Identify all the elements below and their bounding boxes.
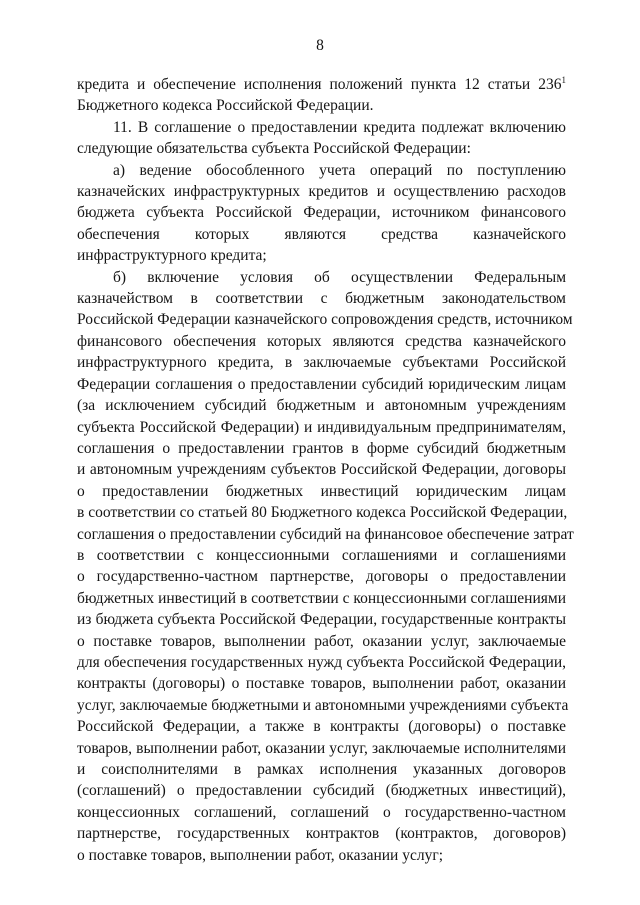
text-line: 11. В соглашение о предоставлении кредита подлежат включению	[113, 118, 566, 136]
text-line: инфраструктурного кредита, в заключаемые субъектами Российской	[77, 354, 566, 372]
text-line: о предоставлении бюджетных инвестиций юридическим лицам	[77, 482, 566, 500]
text-line: финансового обеспечения которых являются средства казначейского	[77, 332, 566, 350]
text-line: соглашения о предоставлении субсидий на финансовое обеспечение затрат	[77, 525, 574, 543]
text-line: в соответствии со статьей 80 Бюджетного кодекса Российской Федерации,	[77, 504, 568, 522]
text-line: следующие обязательства субъекта Российской Федерации:	[77, 140, 471, 158]
text-line: партнерстве, государственных контрактов (контрактов, договоров)	[77, 825, 566, 843]
text-line: субъекта Российской Федерации) и индивидуальным предпринимателям,	[77, 418, 566, 436]
text-line: и автономным учреждениям субъектов Российской Федерации, договоры	[77, 461, 566, 479]
text-line: Российской Федерации, а также в контракты (договоры) о поставке	[77, 718, 566, 736]
text-line: инфраструктурного кредита;	[77, 247, 267, 265]
text-line: концессионных соглашений, соглашений о государственно-частном	[77, 803, 566, 821]
text-line: (соглашений) о предоставлении субсидий (бюджетных инвестиций),	[77, 782, 566, 800]
page-number: 8	[316, 37, 324, 54]
text-line: в соответствии с концессионными соглашениями и соглашениями	[77, 546, 566, 564]
text-line: (за исключением субсидий бюджетным и автономным учреждениям	[77, 397, 566, 415]
text-line: б) включение условия об осуществлении Федеральным	[113, 268, 566, 286]
text-line: контракты (договоры) о поставке товаров, выполнении работ, оказании	[77, 675, 566, 693]
text-line: соглашения о предоставлении грантов в форме субсидий бюджетным	[77, 439, 566, 457]
text-line: бюджетных инвестиций в соответствии с концессионными соглашениями	[77, 589, 566, 607]
text-line: казначейских инфраструктурных кредитов и осуществлению расходов	[77, 183, 566, 201]
paragraph-continuation	[77, 74, 566, 117]
text-line: обеспечения которых являются средства казначейского	[77, 225, 566, 243]
document-body	[77, 74, 574, 866]
footnote-superscript: 1	[561, 75, 566, 85]
text-line: бюджета субъекта Российской Федерации, источником финансового	[77, 204, 566, 222]
paragraph-subitem-a	[77, 160, 566, 267]
text-line: Бюджетного кодекса Российской Федерации.	[77, 97, 374, 115]
text-line: товаров, выполнении работ, оказании услуг, заключаемые исполнителями	[77, 739, 566, 757]
text-line: кредита и обеспечение исполнения положений пункта 12 статьи $236^1$	[77, 75, 566, 93]
text-line: для обеспечения государственных нужд субъекта Российской Федерации,	[77, 653, 566, 671]
paragraph-subitem-b	[77, 267, 574, 866]
paragraph-item-11	[77, 117, 566, 160]
text-line: о поставке товаров, выполнении работ, оказании услуг;	[77, 846, 444, 864]
text-line: и соисполнителями в рамках исполнения указанных договоров	[77, 761, 566, 778]
text-line: из бюджета субъекта Российской Федерации, государственные контракты	[77, 611, 566, 629]
text-line: казначейством в соответствии с бюджетным законодательством	[77, 290, 566, 308]
text-line: Федерации соглашения о предоставлении субсидий юридическим лицам	[77, 375, 566, 393]
text-line: а) ведение обособленного учета операций по поступлению	[113, 161, 566, 179]
text-line: Российской Федерации казначейского сопровождения средств, источником	[77, 311, 573, 329]
text-line: о государственно-частном партнерстве, договоры о предоставлении	[77, 568, 566, 586]
text-line: о поставке товаров, выполнении работ, оказании услуг, заключаемые	[77, 632, 566, 650]
text-line: услуг, заключаемые бюджетными и автономными учреждениями субъекта	[77, 696, 569, 714]
